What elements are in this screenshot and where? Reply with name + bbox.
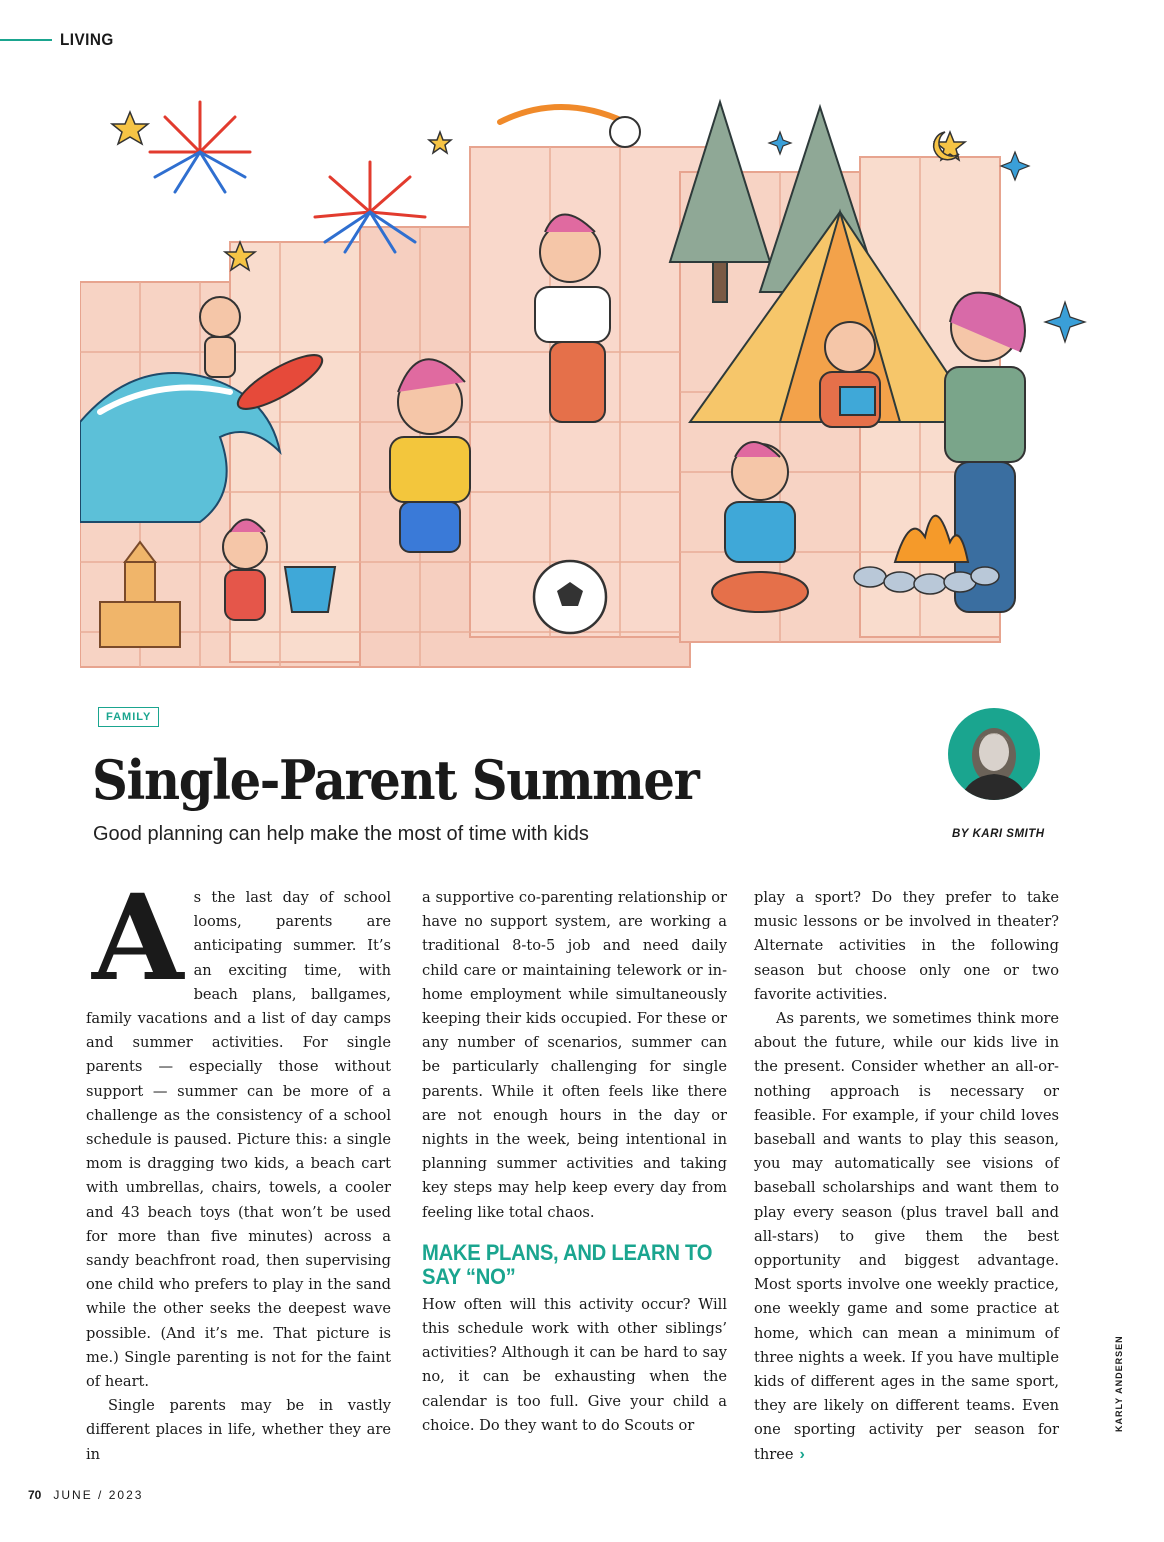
article-subtitle: Good planning can help make the most of time with kids	[93, 823, 589, 845]
baseball	[610, 117, 640, 147]
category-tag: FAMILY	[98, 707, 159, 727]
page-number: 70	[28, 1488, 42, 1502]
section-subhead: MAKE PLANS, AND LEARN TO SAY “NO”	[422, 1239, 713, 1289]
paragraph: How often will this activity occur? Will this schedule work with other siblings’ activities? Although it can be hard to say no, it can be exhausting when the calendar is too full. Give your child a choice. Do they want to do Scouts or	[422, 1295, 727, 1434]
bucket	[285, 567, 335, 612]
author-photo	[948, 708, 1040, 800]
byline: BY KARI SMITH	[952, 828, 1045, 840]
photo-credit: KARLY ANDERSEN	[1114, 1335, 1124, 1432]
issue-year: 2023	[108, 1488, 144, 1502]
hero-illustration	[80, 92, 1098, 672]
paragraph: a supportive co-parenting relationship or have no support system, are working a traditional 8-to-5 job and need daily child care or maintaining telework or in-home employment while simultaneously keeping their kids occupied. For these or any number of scenarios, summer can be particularly challenging for single parents. While it often feels like there are not enough hours in the day or nights in the week, being intentional in planning summer activities and taking key steps may help keep every day from feeling like total chaos.	[422, 889, 727, 1221]
article-title: Single-Parent Summer	[92, 748, 699, 812]
comet	[500, 107, 625, 122]
section-rule	[0, 39, 52, 41]
issue-month: JUNE	[53, 1488, 93, 1502]
article-column-3	[754, 886, 1059, 1467]
intro-paragraph: As the last day of school looms, parents are anticipating summer. It’s an exciting time, with beach plans, ballgames, family vacations and a list of day camps and summer activities. For single parents — especially those without support — summer can be more of a challenge as the consistency of a school schedule is paused. Picture this: a single mom is dragging two kids, a beach cart with umbrellas, chairs, towels, a cooler and 43 beach toys (that won’t be used for more than five minutes) across a sandy beachfront road, then supervising one child who prefers to play in the sand while the other seeks the deepest wave possible. (And it’s me. That picture is me.) Single parenting is not for the faint of heart.	[86, 868, 391, 1391]
author-portrait-icon	[948, 708, 1040, 800]
page-footer	[28, 1488, 143, 1502]
section-label: LIVING	[60, 30, 114, 49]
paragraph: As parents, we sometimes think more about the future, while our kids live in the present. Consider whether an all-or-nothing approach is necessary or feasible. For example, if your child loves baseball and wants to play this season, you may automatically see visions of baseball scholarships and want them to play every season (plus travel ball and all-stars) to give them the best opportunity and biggest advantage. Most sports involve one weekly practice, one weekly game and some practice at home, which can mean a minimum of three nights a week. If you have multiple kids of different ages in the same sport, they are likely on different teams. Even one sporting activity per season for three ›	[754, 1010, 1059, 1463]
drop-cap: A	[92, 868, 184, 1007]
issue-separator: /	[92, 1488, 109, 1502]
article-column-1	[86, 868, 391, 1467]
article-column-2	[422, 886, 727, 1438]
continue-arrow-icon: ›	[799, 1445, 805, 1463]
paragraph: play a sport? Do they prefer to take music lessons or be involved in theater? Alternate activities in the following season but choose only one or two favorite activities.	[754, 889, 1059, 1003]
fireworks-left	[150, 102, 250, 192]
paragraph: Single parents may be in vastly different places in life, whether they are in	[86, 1397, 391, 1463]
